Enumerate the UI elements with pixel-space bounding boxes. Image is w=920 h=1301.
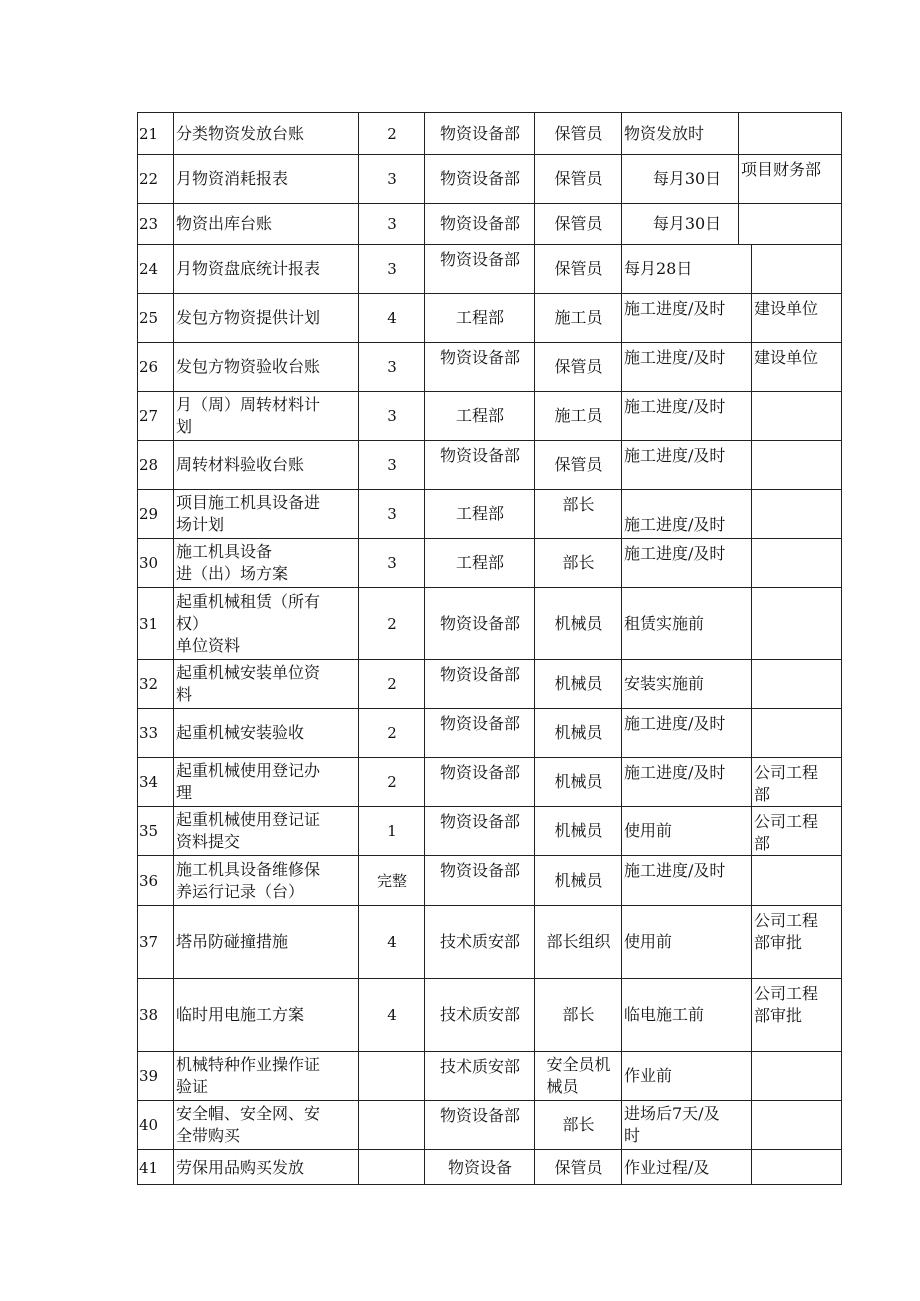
item-name-cell [173,1051,359,1100]
submit-time-cell-text: 施工进度/及时 [624,446,726,465]
table-row [137,978,842,1051]
item-name-cell [173,489,359,538]
table-row [137,244,842,293]
department-cell-text: 物资设备部 [439,763,520,782]
item-name-cell [173,538,359,587]
copies-cell-text: 3 [387,215,397,233]
table-row [137,154,842,203]
responsible-person-cell-text: 保管员 [554,1157,603,1177]
item-name-cell [173,806,359,855]
note-cell [751,855,842,905]
item-name-cell [173,154,359,203]
submit-time-cell-text: 施工进度/及时 [624,763,726,782]
department-cell [424,905,535,978]
submit-time-cell [621,806,752,855]
item-name-cell-text: 施工机具设备维修保 养运行记录（台） [176,859,321,901]
department-cell [424,587,535,659]
submit-time-cell [621,1051,752,1100]
table-row [137,708,842,757]
copies-cell [358,978,425,1051]
responsible-person-cell-text: 保管员 [554,123,603,143]
submit-time-cell [621,708,752,757]
submit-time-cell [621,538,752,587]
department-cell-text: 物资设备 [447,1157,512,1177]
department-cell-text: 物资设备部 [439,348,520,367]
responsible-person-cell-text: 部长 [562,553,595,572]
responsible-person-cell [534,708,622,757]
copies-cell [358,659,425,708]
copies-cell [358,293,425,342]
copies-cell [358,489,425,538]
note-cell [751,1100,842,1149]
item-name-cell-text: 起重机械安装单位资 料 [176,663,321,704]
item-name-cell [173,342,359,391]
item-name-cell-text: 起重机械使用登记办 理 [176,761,321,802]
submit-time-cell-text: 施工进度/及时 [624,544,726,563]
table-row [137,1100,842,1149]
table-row [137,391,842,440]
table-row [137,1051,842,1100]
responsible-person-cell [534,244,622,293]
copies-cell [358,708,425,757]
row-number-cell-text: 28 [139,456,159,474]
table-row [137,293,842,342]
table-row [137,806,842,855]
department-cell [424,112,535,154]
row-number-cell-text: 26 [139,358,159,376]
responsible-person-cell [534,659,622,708]
department-cell-text: 物资设备部 [439,123,520,143]
submit-time-cell [621,659,752,708]
submit-time-cell-text: 施工进度/及时 [624,861,726,880]
row-number-cell [137,440,174,489]
note-cell [751,489,842,538]
department-cell [424,757,535,806]
note-cell [751,1051,842,1100]
note-cell [751,244,842,293]
responsible-person-cell [534,489,622,538]
note-cell [751,440,842,489]
copies-cell-text: 2 [387,773,397,791]
submit-time-cell [621,855,752,905]
table-row [137,440,842,489]
responsible-person-cell-text: 部长 [562,495,595,514]
note-cell-text: 公司工程 部审批 [754,911,819,952]
responsible-person-cell-text: 保管员 [554,169,603,188]
row-number-cell [137,1051,174,1100]
item-name-cell-text: 安全帽、安全网、安 全带购买 [176,1104,321,1145]
copies-cell [358,244,425,293]
row-number-cell [137,905,174,978]
item-name-cell-text: 塔吊防碰撞措施 [176,932,289,951]
responsible-person-cell-text: 施工员 [554,308,603,327]
submit-time-cell-text: 作业过程/及 [624,1157,710,1177]
responsible-person-cell-text: 部长组织 [546,932,611,951]
item-name-cell [173,391,359,440]
item-name-cell-text: 分类物资发放台账 [176,123,305,143]
department-cell-text: 物资设备部 [439,812,520,831]
row-number-cell-text: 27 [139,407,159,425]
responsible-person-cell [534,1051,622,1100]
responsible-person-cell [534,757,622,806]
copies-cell [358,855,425,905]
note-cell [738,154,842,203]
note-cell [751,806,842,855]
copies-cell-text: 2 [387,724,397,742]
copies-cell [358,112,425,154]
submit-time-cell [621,440,752,489]
department-cell [424,708,535,757]
department-cell-text: 技术质安部 [439,1005,520,1024]
responsible-person-cell [534,905,622,978]
note-cell-text: 建设单位 [754,348,819,367]
department-cell [424,1051,535,1100]
copies-cell [358,757,425,806]
department-cell [424,1149,535,1185]
submit-time-cell [621,978,752,1051]
department-cell-text: 工程部 [455,504,504,523]
copies-cell-text: 3 [387,170,397,188]
submit-time-cell-text: 施工进度/及时 [624,714,726,733]
note-cell [751,342,842,391]
row-number-cell [137,806,174,855]
department-cell-text: 物资设备部 [439,214,520,233]
item-name-cell [173,1100,359,1149]
department-cell-text: 物资设备部 [439,861,520,880]
row-number-cell-text: 22 [139,170,159,188]
submit-time-cell-text: 进场后7天/及 时 [624,1104,720,1145]
responsible-person-cell-text: 安全员机 械员 [546,1055,611,1096]
item-name-cell-text: 施工机具设备 进（出）场方案 [176,542,289,583]
submit-time-cell-text: 使用前 [624,932,673,951]
submit-time-cell-text: 使用前 [624,821,673,840]
row-number-cell [137,489,174,538]
item-name-cell [173,112,359,154]
item-name-cell-text: 发包方物资提供计划 [176,308,321,327]
responsible-person-cell [534,112,622,154]
row-number-cell-text: 24 [139,260,159,278]
row-number-cell [137,1149,174,1185]
row-number-cell [137,659,174,708]
item-name-cell-text: 发包方物资验收台账 [176,357,321,376]
department-cell [424,659,535,708]
submit-time-cell-text: 施工进度/及时 [624,397,726,416]
row-number-cell-text: 33 [139,724,159,742]
department-cell-text: 物资设备部 [439,446,520,465]
responsible-person-cell-text: 保管员 [554,259,603,278]
row-number-cell-text: 36 [139,871,159,890]
responsible-person-cell-text: 机械员 [554,821,603,840]
department-cell [424,342,535,391]
item-name-cell-text: 月（周）周转材料计 划 [176,395,321,436]
note-cell-text: 建设单位 [754,299,819,318]
copies-cell [358,538,425,587]
copies-cell [358,203,425,244]
note-cell [751,978,842,1051]
responsible-person-cell-text: 保管员 [554,357,603,376]
row-number-cell [137,293,174,342]
submit-time-cell-text: 施工进度/及时 [624,515,726,534]
item-name-cell-text: 项目施工机具设备进 场计划 [176,493,321,534]
responsible-person-cell [534,342,622,391]
copies-cell [358,391,425,440]
copies-cell-text: 2 [387,614,397,633]
department-cell [424,978,535,1051]
row-number-cell [137,342,174,391]
note-cell-text: 公司工程 部 [754,763,819,804]
submit-time-cell [621,1100,752,1149]
department-cell [424,154,535,203]
department-cell-text: 技术质安部 [439,932,520,951]
responsible-person-cell [534,806,622,855]
table-row [137,587,842,659]
department-cell-text: 物资设备部 [439,613,520,633]
copies-cell [358,440,425,489]
row-number-cell-text: 32 [139,675,159,693]
responsible-person-cell [534,1100,622,1149]
row-number-cell [137,855,174,905]
row-number-cell-text: 35 [139,822,159,840]
item-name-cell [173,855,359,905]
department-cell [424,1100,535,1149]
note-cell [751,708,842,757]
row-number-cell-text: 38 [139,1006,159,1024]
item-name-cell-text: 周转材料验收台账 [176,455,305,474]
row-number-cell-text: 31 [139,614,159,633]
row-number-cell [137,587,174,659]
row-number-cell [137,978,174,1051]
note-cell [751,293,842,342]
note-cell [751,757,842,806]
row-number-cell [137,708,174,757]
responsible-person-cell-text: 机械员 [554,723,603,742]
submit-time-cell [621,757,752,806]
submit-time-cell-text: 施工进度/及时 [624,299,726,318]
submit-time-cell-text: 每月30日 [652,169,722,188]
submit-time-cell [621,391,752,440]
department-cell-text: 技术质安部 [439,1057,520,1076]
table-row [137,659,842,708]
responsible-person-cell-text: 保管员 [554,214,603,233]
department-cell [424,203,535,244]
item-name-cell [173,244,359,293]
copies-cell-text: 2 [387,675,397,693]
responsible-person-cell [534,978,622,1051]
item-name-cell-text: 起重机械租赁（所有 权） 单位资料 [176,591,321,655]
submit-time-cell [621,154,752,203]
table-row [137,342,842,391]
department-cell [424,391,535,440]
copies-cell [358,1100,425,1149]
copies-cell-text: 3 [387,358,397,376]
item-name-cell-text: 起重机械使用登记证 资料提交 [176,810,321,851]
item-name-cell [173,293,359,342]
item-name-cell [173,905,359,978]
item-name-cell-text: 月物资盘底统计报表 [176,259,321,278]
copies-cell-text: 3 [387,260,397,278]
submit-time-cell [621,905,752,978]
department-cell [424,538,535,587]
copies-cell [358,1149,425,1185]
responsible-person-cell-text: 机械员 [554,772,603,791]
responsible-person-cell [534,1149,622,1185]
row-number-cell-text: 25 [139,309,159,327]
responsible-person-cell [534,203,622,244]
responsible-person-cell [534,855,622,905]
row-number-cell [137,391,174,440]
row-number-cell-text: 30 [139,554,159,572]
note-cell [738,203,842,244]
department-cell [424,855,535,905]
item-name-cell-text: 临时用电施工方案 [176,1005,305,1024]
note-cell [751,905,842,978]
note-cell [751,1149,842,1185]
item-name-cell-text: 月物资消耗报表 [176,169,289,188]
table-row [137,538,842,587]
row-number-cell [137,538,174,587]
submit-time-cell-text: 物资发放时 [624,123,705,143]
item-name-cell [173,587,359,659]
table-row [137,757,842,806]
row-number-cell-text: 40 [139,1116,159,1134]
copies-cell [358,154,425,203]
copies-cell-text: 1 [387,822,397,840]
note-cell [751,538,842,587]
submit-time-cell-text: 租赁实施前 [624,613,705,633]
note-cell [751,587,842,659]
submit-time-cell-text: 安装实施前 [624,674,705,693]
copies-cell-text: 2 [387,124,397,143]
copies-cell-text: 4 [387,1006,397,1024]
row-number-cell [137,244,174,293]
copies-cell [358,905,425,978]
department-cell [424,806,535,855]
submit-time-cell [621,293,752,342]
row-number-cell [137,112,174,154]
responsible-person-cell [534,538,622,587]
item-name-cell-text: 机械特种作业操作证 验证 [176,1055,321,1096]
responsible-person-cell [534,587,622,659]
department-cell-text: 工程部 [455,406,504,425]
submit-time-cell [621,112,752,154]
department-cell-text: 物资设备部 [439,665,520,684]
item-name-cell-text: 劳保用品购买发放 [176,1157,305,1177]
copies-cell-text: 4 [387,933,397,951]
row-number-cell [137,1100,174,1149]
submit-time-cell-text: 临电施工前 [624,1005,705,1024]
note-cell-text: 项目财务部 [741,160,822,179]
responsible-person-cell [534,154,622,203]
item-name-cell-text: 起重机械安装验收 [176,723,305,742]
responsible-person-cell-text: 机械员 [554,870,603,890]
copies-cell [358,1051,425,1100]
department-cell-text: 物资设备部 [439,250,520,269]
responsible-person-cell-text: 施工员 [554,406,603,425]
row-number-cell-text: 29 [139,505,159,523]
row-number-cell-text: 39 [139,1067,159,1085]
submit-time-cell-text: 每月30日 [652,214,722,233]
copies-cell-text: 3 [387,407,397,425]
copies-cell-text: 完整 [376,871,407,890]
copies-cell-text: 3 [387,456,397,474]
submit-time-cell [621,342,752,391]
submit-time-cell [621,244,752,293]
row-number-cell [137,154,174,203]
submit-time-cell [621,489,752,538]
submit-time-cell-text: 作业前 [624,1066,673,1085]
department-cell-text: 工程部 [455,308,504,327]
item-name-cell [173,708,359,757]
department-cell-text: 物资设备部 [439,1106,520,1125]
copies-cell-text: 3 [387,505,397,523]
responsible-person-cell-text: 机械员 [554,613,603,633]
note-cell [751,659,842,708]
responsible-person-cell-text: 部长 [562,1115,595,1134]
row-number-cell-text: 37 [139,933,159,951]
submit-time-cell [621,587,752,659]
row-number-cell [137,757,174,806]
row-number-cell [137,203,174,244]
responsible-person-cell [534,440,622,489]
responsible-person-cell-text: 保管员 [554,455,603,474]
department-cell-text: 物资设备部 [439,169,520,188]
table-row [137,112,842,154]
copies-cell [358,342,425,391]
submit-time-cell-text: 每月28日 [624,259,693,278]
submit-time-cell [621,203,752,244]
department-cell [424,489,535,538]
item-name-cell [173,1149,359,1185]
department-cell-text: 工程部 [455,553,504,572]
responsible-person-cell [534,293,622,342]
department-cell [424,244,535,293]
table-row [137,905,842,978]
note-cell-text: 公司工程 部 [754,812,819,853]
row-number-cell-text: 34 [139,773,159,791]
department-cell [424,440,535,489]
table-row [137,1149,842,1185]
row-number-cell-text: 41 [139,1158,159,1177]
item-name-cell [173,978,359,1051]
copies-cell [358,587,425,659]
submit-time-cell-text: 施工进度/及时 [624,348,726,367]
item-name-cell-text: 物资出库台账 [176,214,273,233]
item-name-cell [173,440,359,489]
department-cell-text: 物资设备部 [439,714,520,733]
copies-cell-text: 4 [387,309,397,327]
submit-time-cell [621,1149,752,1185]
row-number-cell-text: 21 [139,124,159,143]
item-name-cell [173,659,359,708]
table-row [137,489,842,538]
department-cell [424,293,535,342]
responsible-person-cell [534,391,622,440]
table-row [137,203,842,244]
note-cell-text: 公司工程 部审批 [754,984,819,1025]
table-row [137,855,842,905]
copies-cell [358,806,425,855]
responsible-person-cell-text: 机械员 [554,674,603,693]
responsible-person-cell-text: 部长 [562,1005,595,1024]
row-number-cell-text: 23 [139,215,159,233]
copies-cell-text: 3 [387,554,397,572]
note-cell [751,391,842,440]
item-name-cell [173,203,359,244]
note-cell [738,112,842,154]
item-name-cell [173,757,359,806]
